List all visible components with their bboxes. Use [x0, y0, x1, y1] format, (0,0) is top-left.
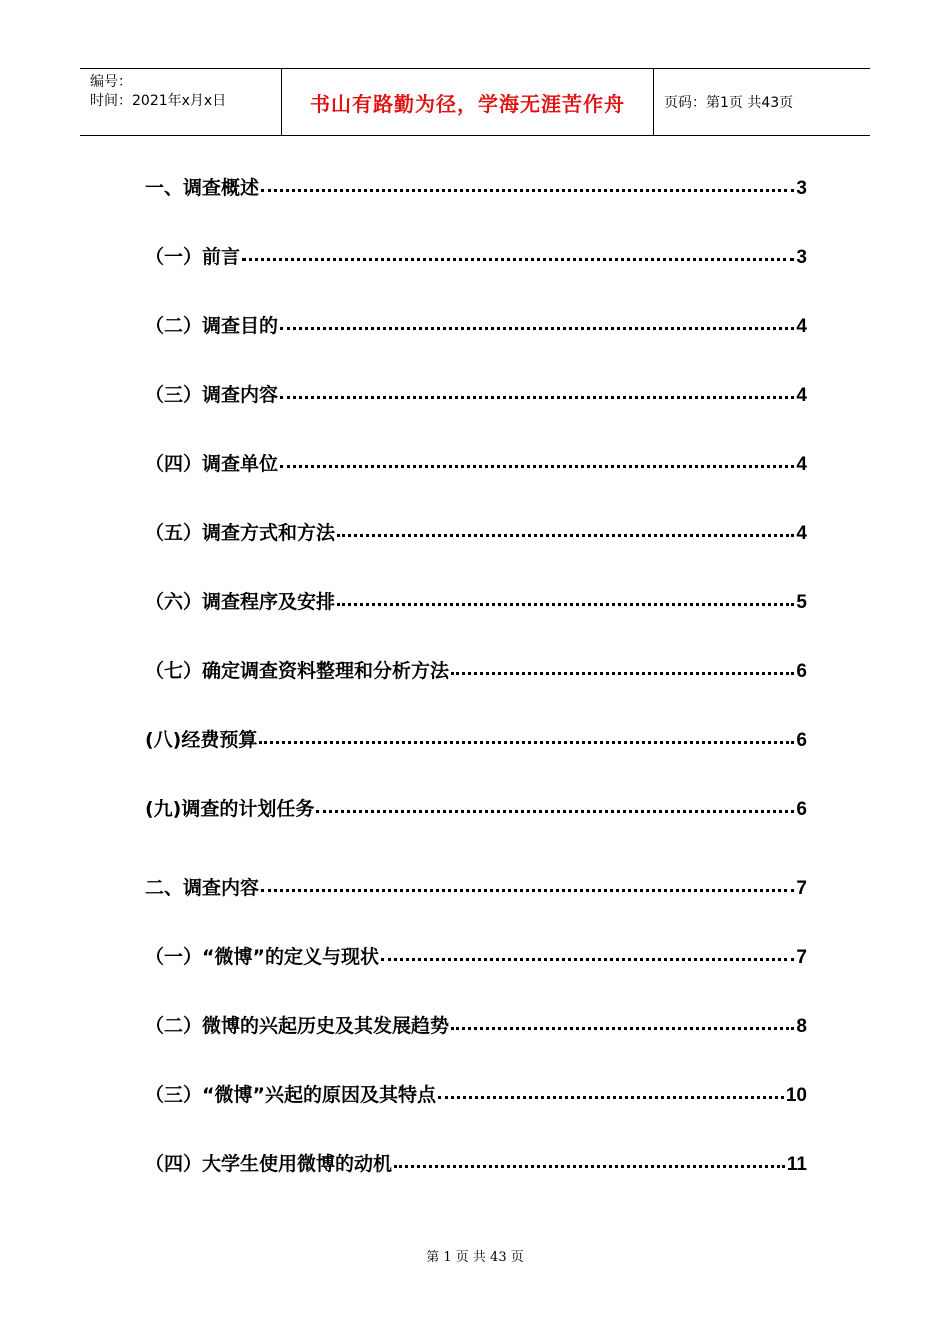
toc-entry-label: （二）调查目的 — [145, 315, 279, 337]
toc-leader-dots — [337, 534, 794, 537]
toc-entry-page: 11 — [786, 1154, 807, 1175]
toc-entry-label: （七）确定调查资料整理和分析方法 — [145, 660, 450, 682]
toc-entry-label: 二、调查内容 — [145, 877, 260, 899]
toc-entry-label: 一、调查概述 — [145, 177, 260, 199]
header-page-info: 页码：第1页 共43页 — [664, 95, 794, 111]
toc-entry-label: （六）调查程序及安排 — [145, 591, 336, 613]
toc-entry-label: （四）调查单位 — [145, 453, 279, 475]
toc-entry-page: 4 — [796, 523, 807, 544]
toc-entry[interactable] — [145, 785, 807, 821]
toc-entry-label: (九)调查的计划任务 — [145, 798, 315, 820]
toc-entry-label: （三）“微博”兴起的原因及其特点 — [145, 1084, 436, 1106]
toc-entry-page: 7 — [796, 878, 807, 899]
toc-entry[interactable] — [145, 933, 807, 969]
toc-entry-page: 6 — [796, 730, 807, 751]
toc-entry[interactable] — [145, 302, 807, 338]
toc-leader-dots — [451, 672, 794, 675]
page-footer: 第 1 页 共 43 页 — [426, 1250, 524, 1265]
toc-entry-page: 3 — [796, 247, 807, 268]
toc-leader-dots — [261, 889, 794, 892]
document-date: 时间：2021年x月x日 — [90, 93, 227, 109]
toc-entry-label: （一）“微博”的定义与现状 — [145, 946, 379, 968]
toc-entry-label: (八)经费预算 — [145, 729, 258, 751]
header-motto: 书山有路勤为径，学海无涯苦作舟 — [282, 69, 654, 135]
toc-leader-dots — [316, 810, 794, 813]
toc-entry[interactable] — [145, 233, 807, 269]
toc-entry-page: 4 — [796, 316, 807, 337]
toc-entry-page: 5 — [796, 592, 807, 613]
toc-entry-page: 6 — [796, 799, 807, 820]
toc-entry[interactable] — [145, 164, 807, 200]
toc-leader-dots — [280, 327, 794, 330]
toc-entry-page: 4 — [796, 454, 807, 475]
toc-entry[interactable] — [145, 440, 807, 476]
toc-entry-page: 10 — [785, 1085, 807, 1106]
toc-entry[interactable] — [145, 647, 807, 683]
page-header — [80, 68, 870, 136]
toc-entry[interactable] — [145, 1071, 807, 1107]
toc-entry-label: （三）调查内容 — [145, 384, 279, 406]
toc-leader-dots — [280, 396, 794, 399]
toc-entry[interactable] — [145, 1002, 807, 1038]
toc-entry[interactable] — [145, 1140, 807, 1176]
toc-entry[interactable] — [145, 716, 807, 752]
toc-entry-label: （五）调查方式和方法 — [145, 522, 336, 544]
toc-entry-label: （一）前言 — [145, 246, 241, 268]
toc-entry-page: 8 — [796, 1016, 807, 1037]
toc-entry[interactable] — [145, 578, 807, 614]
toc-leader-dots — [280, 465, 794, 468]
toc-entry-page: 6 — [796, 661, 807, 682]
header-meta — [80, 69, 282, 135]
document-number-label: 编号： — [90, 74, 132, 90]
toc-leader-dots — [394, 1165, 785, 1168]
toc-entry[interactable] — [145, 864, 807, 900]
toc-leader-dots — [259, 741, 794, 744]
toc-entry[interactable] — [145, 371, 807, 407]
toc-entry-label: （二）微博的兴起历史及其发展趋势 — [145, 1015, 450, 1037]
toc-leader-dots — [438, 1096, 784, 1099]
toc-leader-dots — [261, 189, 794, 192]
toc-leader-dots — [337, 603, 794, 606]
toc-entry-page: 3 — [796, 178, 807, 199]
toc-entry-page: 7 — [796, 947, 807, 968]
toc-entry-label: （四）大学生使用微博的动机 — [145, 1153, 393, 1175]
toc-leader-dots — [381, 958, 794, 961]
toc-leader-dots — [242, 258, 794, 261]
toc-entry-page: 4 — [796, 385, 807, 406]
toc-leader-dots — [451, 1027, 794, 1030]
toc-entry[interactable] — [145, 509, 807, 545]
